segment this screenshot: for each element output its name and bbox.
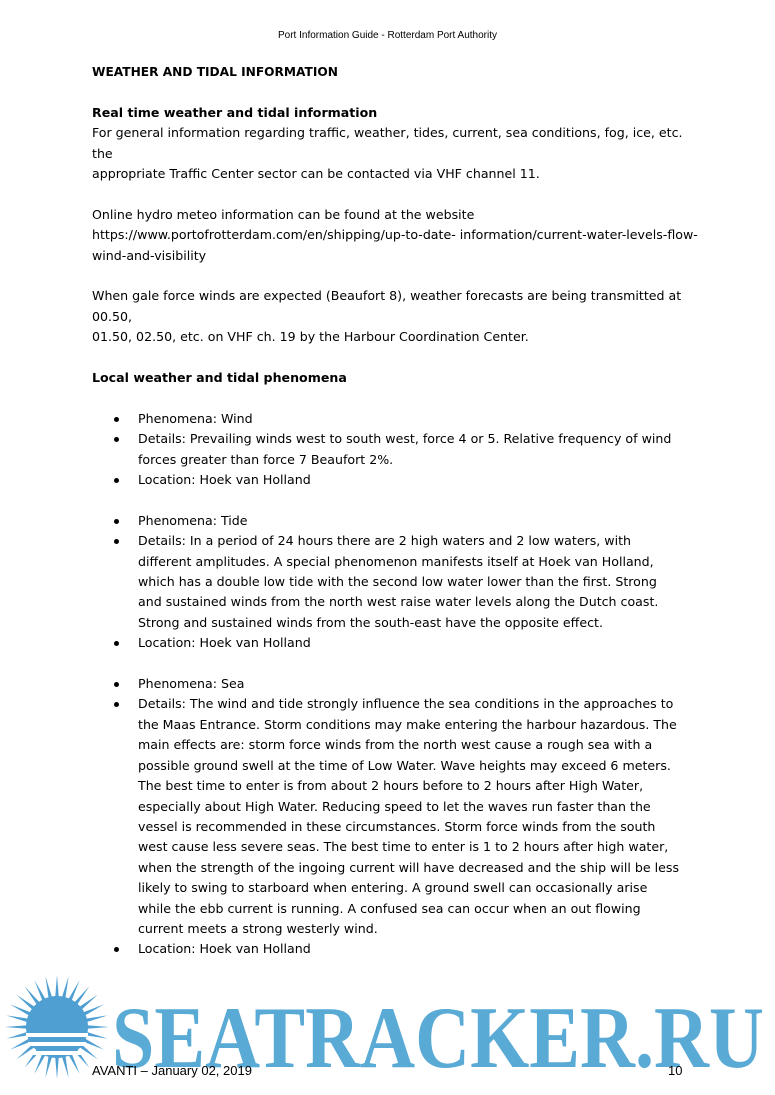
list-item: Location: Hoek van Holland [138, 939, 682, 959]
sun-ray [87, 1025, 109, 1029]
sun-ray [68, 1053, 79, 1074]
realtime-paragraph-1-line-1: For general information regarding traffic, weather, tides, current, sea conditions, fog, ice, etc. the [92, 125, 683, 161]
sun-ray [16, 995, 34, 1010]
bullet-icon [114, 947, 119, 952]
website-intro: Online hydro meteo information can be found at the website [92, 206, 475, 222]
bullet-icon [114, 682, 119, 687]
sun-ray [16, 1044, 34, 1059]
bullet-icon [114, 478, 119, 483]
sun-ray [25, 986, 40, 1004]
realtime-paragraph-1-line-2: appropriate Traffic Center sector can be contacted via VHF channel 11. [92, 166, 540, 182]
sun-ray [86, 1032, 108, 1039]
sun-ray [34, 980, 45, 1001]
sun-ray [86, 1015, 108, 1022]
sun-ray [68, 980, 79, 1001]
list-item: Details: Prevailing winds west to south west, force 4 or 5. Relative frequency of wind forces greater than force 7 Beaufort 2%. [138, 429, 682, 470]
bullet-icon [114, 519, 119, 524]
bullet-icon [114, 539, 119, 544]
phenomena-list [138, 409, 682, 960]
sun-ray [62, 1056, 69, 1078]
list-item: Location: Hoek van Holland [138, 633, 682, 653]
sun-ray [55, 1057, 59, 1079]
phenomena-group-sea [138, 674, 682, 960]
list-item: Details: In a period of 24 hours there are 2 high waters and 2 low waters, with different amplitudes. A special phenomenon manifests itself at Hoek van Holland, which has a double low tide with the second low water lower than the first. Strong and sustained winds from the north west raise water levels along the Dutch coast. Strong and sustained winds from the south-east have the opposite effect. [138, 531, 682, 633]
sun-ray [55, 975, 59, 997]
sun-ray [34, 1053, 45, 1074]
sun-ray [6, 1032, 28, 1039]
bullet-icon [114, 702, 119, 707]
document-body [92, 62, 698, 960]
sun-ray [45, 1056, 52, 1078]
footer-date: AVANTI – January 02, 2019 [92, 1063, 252, 1078]
list-item: Location: Hoek van Holland [138, 470, 682, 490]
page-number: 10 [668, 1063, 683, 1078]
phenomena-group-tide [138, 511, 682, 654]
phenomena-group-wind [138, 409, 682, 491]
website-url-line-2: wind-and-visibility [92, 247, 207, 263]
sun-ray [83, 1038, 104, 1049]
sun-ray [74, 1049, 89, 1067]
sun-ray [74, 986, 89, 1004]
list-item: Phenomena: Tide [138, 511, 682, 531]
list-item: Details: The wind and tide strongly influence the sea conditions in the approaches to the Maas Entrance. Storm conditions may make entering the harbour hazardous. The main effects are: storm force winds from the north west cause a rough sea with a possible ground swell at the time of Low Water. Wave heights may exceed 6 meters. The best time to enter is from about 2 hours before to 2 hours after High Water, especially about High Water. Reducing speed to let the waves run faster than the vessel is recommended in these circumstances. Storm force winds from the south west cause less severe seas. The best time to enter is 1 to 2 hours after high water, when the strength of the ingoing current will have decreased and the ship will be less likely to swing to starboard when entering. A ground swell can occasionally arise while the ebb current is running. A confused sea can occur when an out flowing current meets a strong westerly wind. [138, 694, 682, 939]
sun-ray [45, 976, 52, 998]
sun-ray [83, 1004, 104, 1015]
list-item: Phenomena: Wind [138, 409, 682, 429]
sun-ray [10, 1038, 31, 1049]
realtime-heading: Real time weather and tidal information [92, 104, 378, 120]
website-url-line-1: https://www.portofrotterdam.com/en/shipping/up-to-date- information/current-water-levels-flow- [92, 227, 698, 243]
bullet-icon [114, 641, 119, 646]
sun-ray [6, 1015, 28, 1022]
sun-ray [25, 1049, 40, 1067]
list-item: Phenomena: Sea [138, 674, 682, 694]
local-heading: Local weather and tidal phenomena [92, 370, 347, 386]
sun-ray [79, 1044, 97, 1059]
gale-forecast-line-2: 01.50, 02.50, etc. on VHF ch. 19 by the Harbour Coordination Center. [92, 329, 529, 345]
sun-ray [10, 1004, 31, 1015]
sun-ray [62, 976, 69, 998]
gale-forecast-line-1: When gale force winds are expected (Beaufort 8), weather forecasts are being transmitted at 00.50, [92, 288, 682, 324]
watermark-text: SEATRACKER.RU [112, 990, 764, 1085]
bullet-icon [114, 437, 119, 442]
page-header: Port Information Guide - Rotterdam Port Authority [278, 30, 497, 41]
sun-ray [5, 1025, 27, 1029]
bullet-icon [114, 417, 119, 422]
section-title: WEATHER AND TIDAL INFORMATION [92, 65, 338, 79]
sun-ray [79, 995, 97, 1010]
